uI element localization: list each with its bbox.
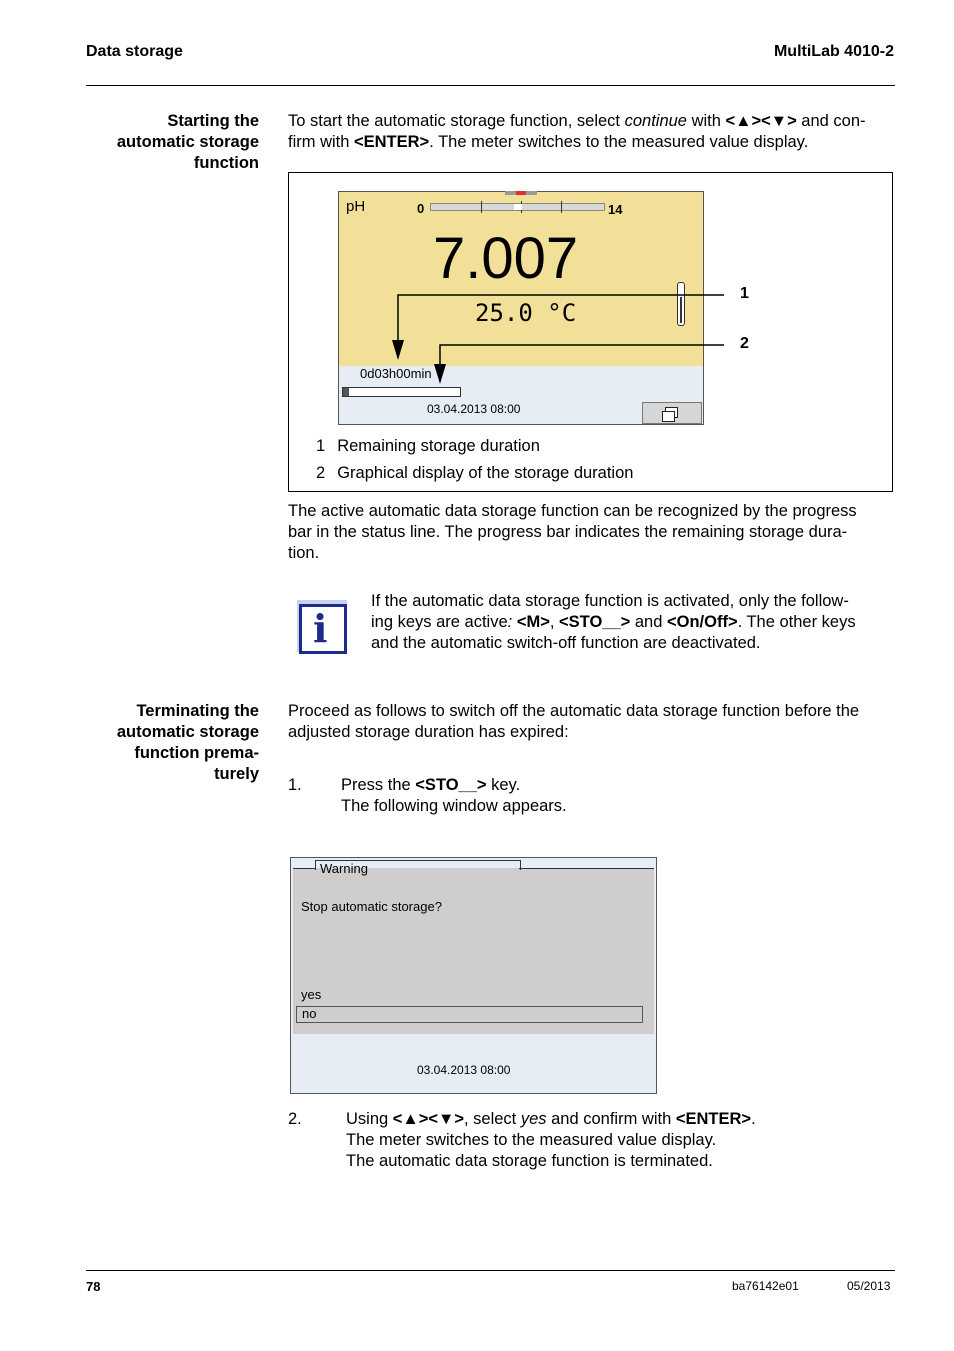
info-note-text: If the automatic data storage function is activated, only the follow- ing keys are active: <M>, <STO__> and <On/Off>. The other keys and the automatic switch-off function are deactivated. (371, 592, 856, 652)
footer-rule (86, 1270, 895, 1271)
param-label: pH (346, 198, 366, 215)
status-datetime: 03.04.2013 08:00 (427, 402, 521, 416)
dialog-title: Warning (320, 861, 368, 876)
dialog-datetime: 03.04.2013 08:00 (417, 1063, 511, 1077)
scale-min: 0 (417, 201, 425, 216)
terminate-intro: Proceed as follows to switch off the automatic data storage function before the adjusted storage duration has expired: (288, 702, 860, 741)
side-heading-terminating: Terminating the automatic storage function prema- turely (116, 702, 259, 783)
active-storage-paragraph: The active automatic data storage function can be recognized by the progress bar in the status line. The progress bar indicates the remaining storage dura- tion. (288, 502, 857, 562)
temperature-value: 25.0 °C (475, 299, 577, 327)
side-heading-starting: Starting the automatic storage function (116, 112, 259, 172)
callout-label-2: 2 (740, 335, 749, 352)
document-id: ba76142e01 (732, 1279, 799, 1293)
scale-max: 14 (608, 202, 623, 217)
caption-1: 1 Remaining storage duration (316, 437, 540, 455)
step-1-text: Press the <STO__> key. The following window appears. (341, 776, 567, 815)
remaining-duration: 0d03h00min (360, 366, 432, 381)
option-yes[interactable]: yes (301, 987, 322, 1002)
intro-paragraph: To start the automatic storage function, select continue with <▲><▼> and con- firm with <ENTER>. The meter switches to the measured value display. (288, 112, 866, 151)
dialog-question: Stop automatic storage? (301, 899, 442, 914)
measured-value: 7.007 (433, 226, 579, 291)
step-2-text: Using <▲><▼>, select yes and confirm with <ENTER>. The meter switches to the measured value display. The automatic data storage function is terminated. (346, 1110, 756, 1170)
page-number: 78 (86, 1279, 101, 1294)
warning-dialog (290, 857, 657, 1094)
header-section-title: Data storage (86, 43, 183, 60)
caption-2: 2 Graphical display of the storage duration (316, 464, 634, 482)
header-product-name: MultiLab 4010-2 (773, 43, 894, 60)
callout-label-1: 1 (740, 285, 749, 302)
step-2-number: 2. (288, 1110, 302, 1128)
info-icon: i (297, 600, 349, 654)
option-no-selected[interactable]: no (296, 1006, 643, 1023)
document-date: 05/2013 (847, 1279, 891, 1293)
step-1-number: 1. (288, 776, 302, 794)
